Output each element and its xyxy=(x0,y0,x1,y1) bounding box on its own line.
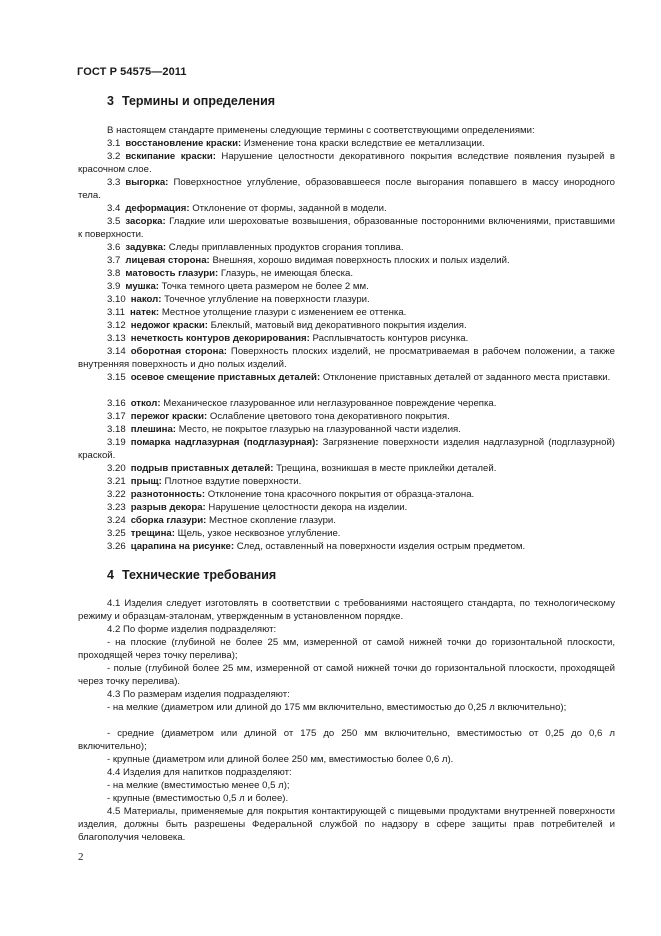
section-4-heading xyxy=(107,568,276,582)
section-4-number: 4 xyxy=(107,568,114,582)
section-3-number: 3 xyxy=(107,94,114,108)
term-item: 3.5 засорка: Гладкие или шероховатые возвышения, образованные посторонними включениями, приставшими к поверхности. xyxy=(78,216,615,241)
term-item: 3.8 матовость глазури: Глазурь, не имеющая блеска. xyxy=(107,268,354,279)
term-item: 3.16 откол: Механическое глазурованное или неглазурованное повреждение черепка. xyxy=(107,398,497,409)
term-item: 3.9 мушка: Точка темного цвета размером не более 2 мм. xyxy=(107,281,369,292)
requirement-paragraph: 4.4 Изделия для напитков подразделяют: xyxy=(107,767,292,778)
requirement-paragraph: 4.5 Материалы, применяемые для покрытия контактирующей с пищевыми продуктами внутренней поверхности изделия, должны быть разрешены Федеральной службой по надзору в сфере защиты прав потребителей и благополучия человека. xyxy=(78,806,615,844)
requirement-paragraph: 4.1 Изделия следует изготовлять в соответствии с требованиями настоящего стандарта, по технологическому режиму и образцам-эталонам, утвержденным в установленном порядке. xyxy=(78,598,615,623)
term-item: 3.22 разнотонность: Отклонение тона красочного покрытия от образца-эталона. xyxy=(107,489,475,500)
section-3-intro: В настоящем стандарте применены следующие термины с соответствующими определениями: xyxy=(107,125,535,136)
term-item: 3.1 восстановление краски: Изменение тона краски вследствие ее металлизации. xyxy=(107,138,485,149)
requirement-list-item: - на мелкие (диаметром или длиной до 175 мм включительно, вместимостью до 0,25 л включительно); xyxy=(107,702,567,713)
requirement-list-item: - средние (диаметром или длиной от 175 до 250 мм включительно, вместимостью от 0,25 до 0,6 л включительно); xyxy=(78,728,615,753)
section-3-heading xyxy=(107,94,275,108)
term-item: 3.17 пережог краски: Ослабление цветового тона декоративного покрытия. xyxy=(107,411,450,422)
term-item: 3.23 разрыв декора: Нарушение целостности декора на изделии. xyxy=(107,502,408,513)
document-code-header: ГОСТ Р 54575—2011 xyxy=(77,66,187,78)
term-item: 3.19 помарка надглазурная (подглазурная): Загрязнение поверхности изделия надглазурной (подглазурной) краской. xyxy=(78,437,615,462)
requirement-list-item: - на плоские (глубиной не более 25 мм, измеренной от самой нижней точки до горизонтальной плоскости, проходящей через точку перелива); xyxy=(78,637,615,662)
section-4-title: Технические требования xyxy=(121,568,277,582)
term-item: 3.13 нечеткость контуров декорирования: Расплывчатость контуров рисунка. xyxy=(107,333,469,344)
term-item: 3.7 лицевая сторона: Внешняя, хорошо видимая поверхность плоских и полых изделий. xyxy=(107,255,510,266)
requirement-list-item: - крупные (диаметром или длиной более 250 мм, вместимостью более 0,6 л). xyxy=(107,754,454,765)
term-item: 3.12 недожог краски: Блеклый, матовый вид декоративного покрытия изделия. xyxy=(107,320,467,331)
requirement-list-item: - на мелкие (вместимостью менее 0,5 л); xyxy=(107,780,290,791)
section-3-title: Термины и определения xyxy=(121,94,276,108)
requirement-list-item: - крупные (вместимостью 0,5 л и более). xyxy=(107,793,289,804)
term-item: 3.4 деформация: Отклонение от формы, заданной в модели. xyxy=(107,203,387,214)
requirement-paragraph: 4.3 По размерам изделия подразделяют: xyxy=(107,689,290,700)
requirement-paragraph: 4.2 По форме изделия подразделяют: xyxy=(107,624,277,635)
term-item: 3.3 выгорка: Поверхностное углубление, образовавшееся после выгорания попавшего в массу инородного тела. xyxy=(78,177,616,202)
term-item: 3.11 натек: Местное утолщение глазури с изменением ее оттенка. xyxy=(107,307,407,318)
term-item: 3.20 подрыв приставных деталей: Трещина, возникшая в месте приклейки деталей. xyxy=(107,463,497,474)
term-item: 3.24 сборка глазури: Местное скопление глазури. xyxy=(107,515,336,526)
term-item: 3.25 трещина: Щель, узкое несквозное углубление. xyxy=(107,528,341,539)
term-item: 3.6 задувка: Следы приплавленных продуктов сгорания топлива. xyxy=(107,242,404,253)
requirement-list-item: - полые (глубиной более 25 мм, измеренной от самой нижней точки до горизонтальной плоскости, проходящей через точку перелива). xyxy=(78,663,615,688)
term-item: 3.15 осевое смещение приставных деталей: Отклонение приставных деталей от заданного места приставки. xyxy=(107,372,611,383)
term-item: 3.10 накол: Точечное углубление на поверхности глазури. xyxy=(107,294,370,305)
term-item: 3.14 оборотная сторона: Поверхность плоских изделий, не просматриваемая в рабочем положении, а также внутренняя поверхность и дно полых изделий. xyxy=(78,346,615,371)
term-item: 3.26 царапина на рисунке: След, оставленный на поверхности изделия острым предметом. xyxy=(107,541,526,552)
term-item: 3.2 вскипание краски: Нарушение целостности декоративного покрытия вследствие появления пузырей в красочном слое. xyxy=(78,151,615,176)
page-number: 2 xyxy=(78,851,84,863)
term-item: 3.18 плешина: Место, не покрытое глазурью на глазурованной части изделия. xyxy=(107,424,461,435)
term-item: 3.21 прыщ: Плотное вздутие поверхности. xyxy=(107,476,302,487)
